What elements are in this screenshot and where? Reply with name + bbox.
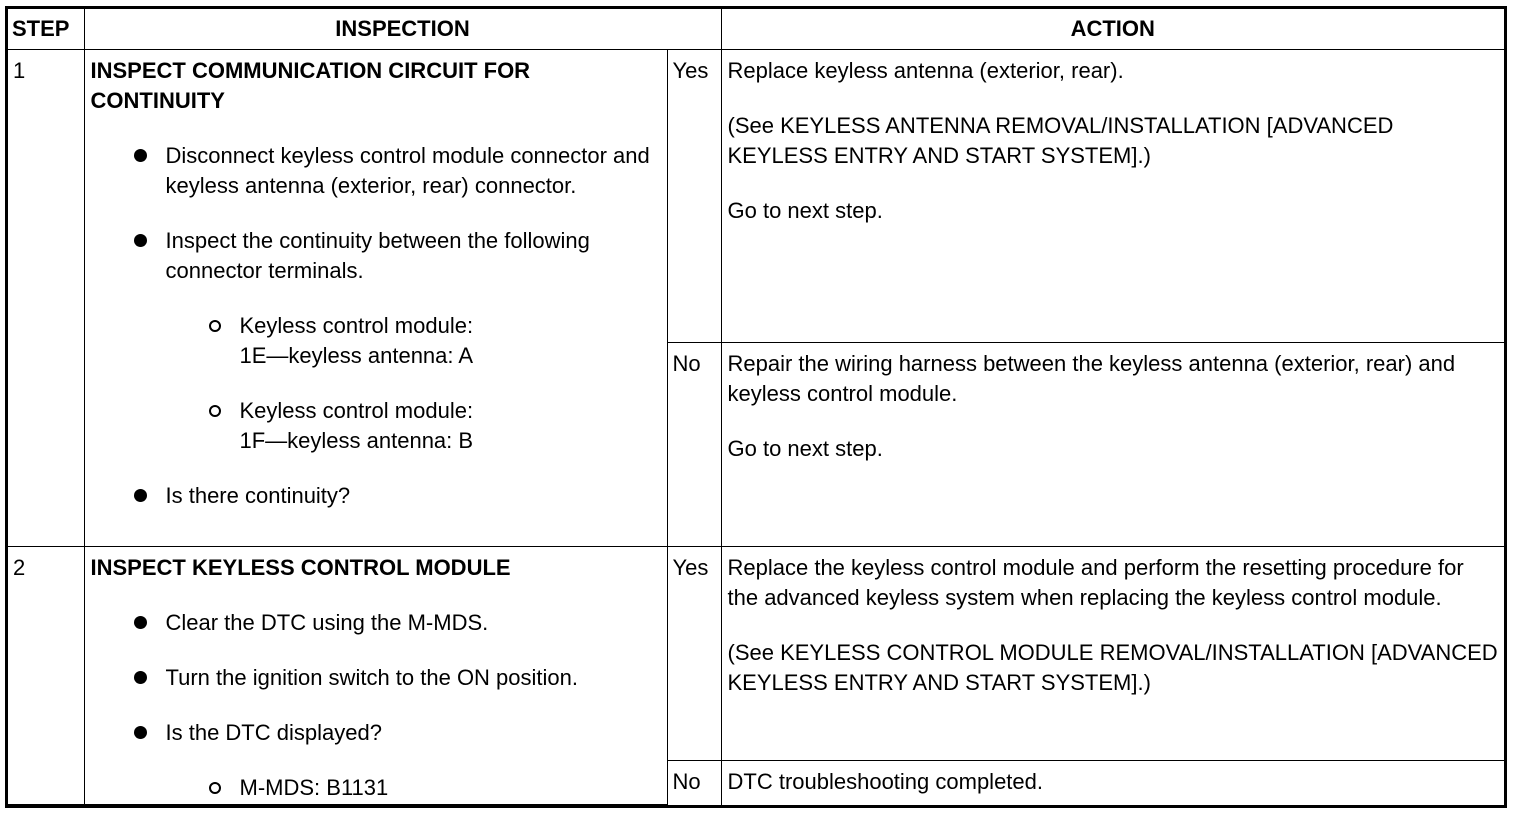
step1-inspection [84, 50, 667, 547]
action-paragraph: DTC troubleshooting completed. [727, 769, 1043, 794]
action-paragraph: Replace keyless antenna (exterior, rear). [727, 58, 1124, 83]
step1-title: INSPECT COMMUNICATION CIRCUIT FOR CONTINUITY [90, 58, 531, 113]
header-row [8, 9, 1504, 50]
step-header: STEP [8, 9, 84, 50]
step1-yes-row [8, 50, 1504, 343]
step1-no-label: No [667, 343, 721, 547]
inspection-header: INSPECTION [84, 9, 721, 50]
step2-bullet: Turn the ignition switch to the ON position. [166, 663, 661, 693]
step2-number: 2 [8, 547, 84, 805]
step1-sub-bullet [240, 396, 661, 456]
step1-number: 1 [8, 50, 84, 547]
action-paragraph: Go to next step. [727, 436, 883, 461]
step2-title: INSPECT KEYLESS CONTROL MODULE [90, 555, 511, 580]
action-paragraph: Go to next step. [727, 198, 883, 223]
action-header: ACTION [721, 9, 1504, 50]
step1-sub-bullet-line: 1F—keyless antenna: B [239, 428, 474, 453]
step2-no-label: No [667, 761, 721, 805]
troubleshooting-table [8, 9, 1504, 805]
step1-question: Is there continuity? [166, 481, 661, 511]
step1-no-action [721, 343, 1504, 547]
step2-yes-row [8, 547, 1504, 761]
step2-inspection [84, 547, 667, 805]
troubleshooting-table-frame [5, 6, 1507, 808]
step2-bullet: Clear the DTC using the M-MDS. [166, 608, 661, 638]
action-paragraph: Repair the wiring harness between the keyless antenna (exterior, rear) and keyless control module. [727, 351, 1456, 406]
step2-no-action [721, 761, 1504, 805]
step1-sub-bullet-line: Keyless control module: [239, 313, 474, 338]
step1-sub-bullet-line: 1E—keyless antenna: A [239, 343, 474, 368]
action-paragraph: (See KEYLESS CONTROL MODULE REMOVAL/INSTALLATION [ADVANCED KEYLESS ENTRY AND START SYSTEM].) [727, 640, 1498, 695]
step2-yes-action [721, 547, 1504, 761]
action-paragraph: Replace the keyless control module and perform the resetting procedure for the advanced keyless system when replacing the keyless control module. [727, 555, 1464, 610]
step1-bullet: Disconnect keyless control module connector and keyless antenna (exterior, rear) connector. [166, 141, 661, 201]
step1-bullet: Inspect the continuity between the following connector terminals. [166, 226, 661, 286]
action-paragraph: (See KEYLESS ANTENNA REMOVAL/INSTALLATION [ADVANCED KEYLESS ENTRY AND START SYSTEM].) [727, 113, 1394, 168]
step1-yes-label: Yes [667, 50, 721, 343]
step2-bullet: Is the DTC displayed? [166, 718, 661, 748]
step1-yes-action [721, 50, 1504, 343]
step1-sub-bullet-line: Keyless control module: [239, 398, 474, 423]
step2-yes-label: Yes [667, 547, 721, 761]
step2-sub-bullet: M-MDS: B1131 [240, 773, 661, 803]
step1-sub-bullet [240, 311, 661, 371]
